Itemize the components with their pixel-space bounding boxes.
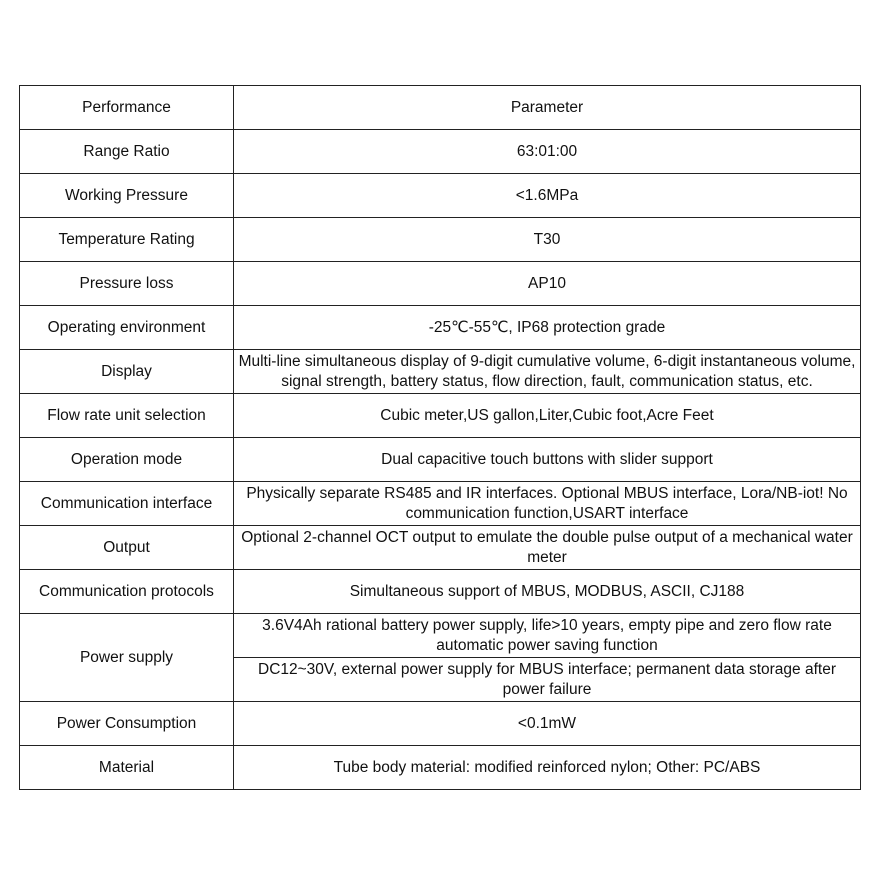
table-row xyxy=(20,746,861,790)
performance-cell: Pressure loss xyxy=(20,262,234,306)
performance-cell: Range Ratio xyxy=(20,130,234,174)
performance-cell: Communication interface xyxy=(20,482,234,526)
table-row xyxy=(20,394,861,438)
performance-cell: Power Consumption xyxy=(20,702,234,746)
parameter-cell: Multi-line simultaneous display of 9-digit cumulative volume, 6-digit instantaneous volume, signal strength, battery status, flow direction, fault, communication status, etc. xyxy=(234,350,861,394)
parameter-cell: Simultaneous support of MBUS, MODBUS, ASCII, CJ188 xyxy=(234,570,861,614)
parameter-cell: DC12~30V, external power supply for MBUS interface; permanent data storage after power failure xyxy=(234,658,861,702)
parameter-cell: Dual capacitive touch buttons with slider support xyxy=(234,438,861,482)
performance-cell: Output xyxy=(20,526,234,570)
spec-table xyxy=(19,85,861,790)
table-row xyxy=(20,174,861,218)
performance-cell: Communication protocols xyxy=(20,570,234,614)
parameter-cell: Tube body material: modified reinforced nylon; Other: PC/ABS xyxy=(234,746,861,790)
performance-cell: Operation mode xyxy=(20,438,234,482)
table-row xyxy=(20,218,861,262)
table-row xyxy=(20,482,861,526)
performance-cell: Power supply xyxy=(20,614,234,702)
parameter-cell: Optional 2-channel OCT output to emulate the double pulse output of a mechanical water meter xyxy=(234,526,861,570)
table-row xyxy=(20,526,861,570)
header-performance: Performance xyxy=(20,86,234,130)
header-parameter: Parameter xyxy=(234,86,861,130)
performance-cell: Display xyxy=(20,350,234,394)
parameter-cell: -25℃-55℃, IP68 protection grade xyxy=(234,306,861,350)
table-row xyxy=(20,262,861,306)
performance-cell: Operating environment xyxy=(20,306,234,350)
table-row xyxy=(20,306,861,350)
performance-cell: Material xyxy=(20,746,234,790)
table-row xyxy=(20,350,861,394)
table-row xyxy=(20,614,861,658)
table-row xyxy=(20,438,861,482)
parameter-cell: 63:01:00 xyxy=(234,130,861,174)
parameter-cell: 3.6V4Ah rational battery power supply, life>10 years, empty pipe and zero flow rate automatic power saving function xyxy=(234,614,861,658)
parameter-cell: <0.1mW xyxy=(234,702,861,746)
parameter-cell: Physically separate RS485 and IR interfaces. Optional MBUS interface, Lora/NB-iot! No communication function,USART interface xyxy=(234,482,861,526)
performance-cell: Flow rate unit selection xyxy=(20,394,234,438)
parameter-cell: <1.6MPa xyxy=(234,174,861,218)
table-row xyxy=(20,702,861,746)
table-row xyxy=(20,570,861,614)
performance-cell: Temperature Rating xyxy=(20,218,234,262)
parameter-cell: Cubic meter,US gallon,Liter,Cubic foot,Acre Feet xyxy=(234,394,861,438)
parameter-cell: AP10 xyxy=(234,262,861,306)
table-row xyxy=(20,130,861,174)
parameter-cell: T30 xyxy=(234,218,861,262)
performance-cell: Working Pressure xyxy=(20,174,234,218)
table-header-row xyxy=(20,86,861,130)
